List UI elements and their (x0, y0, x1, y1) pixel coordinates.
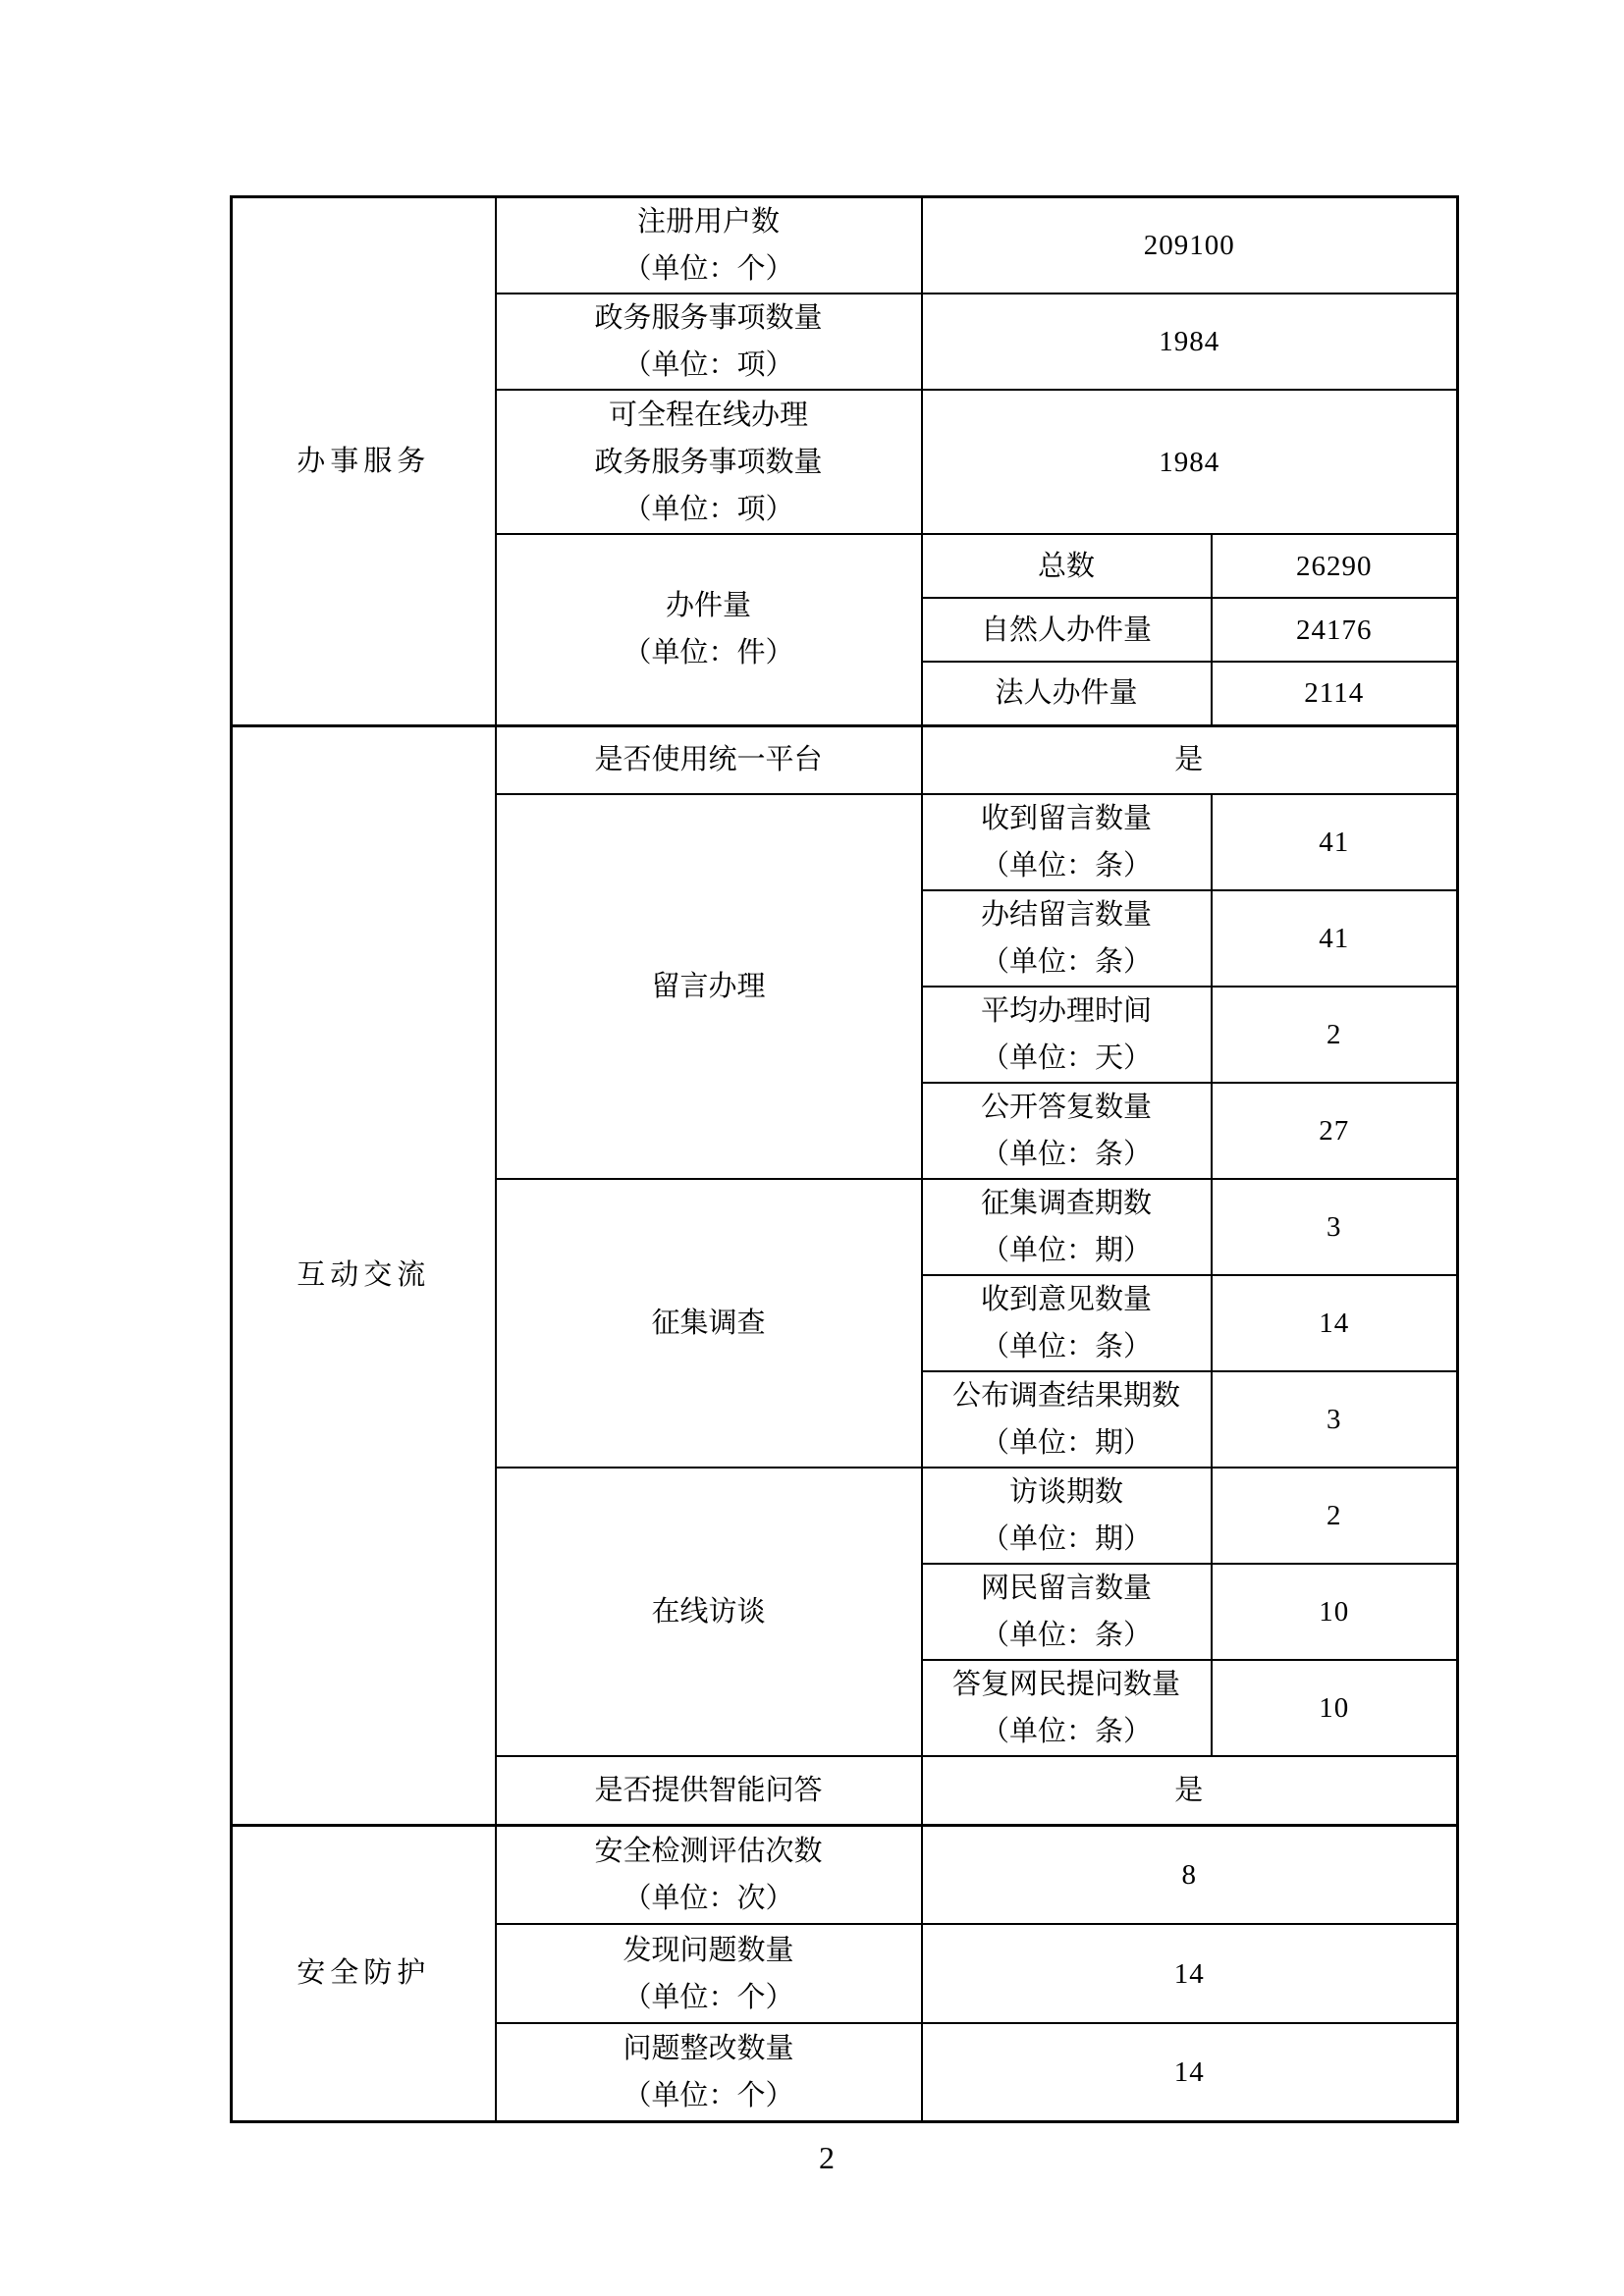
metric-label-line: 办件量 (665, 590, 751, 622)
report-table (230, 195, 1459, 2123)
cell-submetric-label: 法人办件量 (922, 662, 1212, 725)
cell-group-hudong-label: 互动交流 (232, 725, 496, 1825)
cell-submetric-label (922, 1468, 1212, 1564)
cell-metric-label-liuyan: 留言办理 (496, 794, 922, 1179)
metric-label-line: 征集调查期数 (980, 1188, 1152, 1219)
cell-submetric-value: 2 (1212, 987, 1458, 1083)
metric-label-line: 安全检测评估次数 (594, 1835, 823, 1867)
metric-unit-line: （单位：条） (980, 946, 1152, 978)
cell-metric-label (496, 197, 922, 294)
cell-metric-label (496, 2023, 922, 2121)
metric-unit-line: （单位：个） (623, 253, 794, 285)
metric-unit-line: （单位：项） (623, 493, 794, 525)
cell-submetric-label: 总数 (922, 534, 1212, 598)
cell-submetric-value: 10 (1212, 1564, 1458, 1660)
cell-metric-value: 8 (922, 1825, 1458, 1924)
metric-label-line: 访谈期数 (1008, 1476, 1123, 1508)
cell-submetric-value: 24176 (1212, 598, 1458, 662)
cell-group-banshi-label: 办事服务 (232, 197, 496, 726)
metric-label-line: 公开答复数量 (980, 1092, 1152, 1123)
cell-submetric-value: 2 (1212, 1468, 1458, 1564)
cell-metric-value: 14 (922, 1924, 1458, 2023)
metric-unit-line: （单位：条） (980, 1331, 1152, 1362)
cell-submetric-label: 自然人办件量 (922, 598, 1212, 662)
metric-label-line: 政务服务事项数量 (594, 446, 823, 478)
metric-unit-line: （单位：次） (623, 1882, 794, 1914)
metric-label-line: 政务服务事项数量 (594, 302, 823, 334)
metric-unit-line: （单位：条） (980, 850, 1152, 881)
cell-metric-value: 是 (922, 1756, 1458, 1825)
cell-metric-value: 209100 (922, 197, 1458, 294)
metric-unit-line: （单位：项） (623, 349, 794, 381)
metric-label-line: 注册用户数 (636, 206, 780, 238)
metric-unit-line: （单位：期） (980, 1235, 1152, 1266)
cell-submetric-value: 26290 (1212, 534, 1458, 598)
cell-metric-label: 是否使用统一平台 (496, 725, 922, 794)
cell-metric-value: 是 (922, 725, 1458, 794)
cell-submetric-label (922, 1179, 1212, 1275)
cell-submetric-label (922, 890, 1212, 987)
table-row (232, 725, 1458, 794)
cell-submetric-value: 41 (1212, 794, 1458, 890)
cell-metric-label-fangtan: 在线访谈 (496, 1468, 922, 1756)
table-row (232, 1825, 1458, 1924)
cell-metric-label (496, 1924, 922, 2023)
metric-unit-line: （单位：个） (623, 1981, 794, 2013)
metric-unit-line: （单位：个） (623, 2079, 794, 2111)
cell-submetric-label (922, 1083, 1212, 1179)
metric-label-line: 答复网民提问数量 (951, 1669, 1180, 1700)
cell-group-anquan-label: 安全防护 (232, 1825, 496, 2121)
metric-label-line: 问题整改数量 (623, 2032, 794, 2064)
cell-submetric-value: 2114 (1212, 662, 1458, 725)
cell-metric-value: 1984 (922, 390, 1458, 534)
metric-label-line: 发现问题数量 (623, 1934, 794, 1966)
cell-metric-label (496, 390, 922, 534)
cell-submetric-label (922, 1660, 1212, 1756)
cell-submetric-label (922, 1564, 1212, 1660)
metric-label-line: 收到留言数量 (980, 803, 1152, 834)
metric-unit-line: （单位：件） (623, 637, 794, 669)
cell-submetric-value: 27 (1212, 1083, 1458, 1179)
cell-submetric-value: 14 (1212, 1275, 1458, 1371)
cell-submetric-label (922, 1275, 1212, 1371)
metric-label-line: 公布调查结果期数 (951, 1380, 1180, 1412)
cell-submetric-label (922, 987, 1212, 1083)
metric-label-line: 平均办理时间 (980, 995, 1152, 1027)
metric-label-line: 办结留言数量 (980, 899, 1152, 931)
cell-metric-label-zhengji: 征集调查 (496, 1179, 922, 1468)
table-row (232, 197, 1458, 294)
metric-unit-line: （单位：条） (980, 1620, 1152, 1651)
cell-submetric-value: 3 (1212, 1371, 1458, 1468)
cell-metric-label (496, 294, 922, 390)
cell-metric-label (496, 1825, 922, 1924)
metric-label-line: 可全程在线办理 (608, 399, 808, 431)
metric-unit-line: （单位：天） (980, 1042, 1152, 1074)
cell-submetric-value: 10 (1212, 1660, 1458, 1756)
metric-unit-line: （单位：条） (980, 1139, 1152, 1170)
cell-metric-label: 是否提供智能问答 (496, 1756, 922, 1825)
cell-submetric-label (922, 794, 1212, 890)
metric-unit-line: （单位：期） (980, 1523, 1152, 1555)
page-number: 2 (819, 2140, 835, 2175)
cell-submetric-value: 41 (1212, 890, 1458, 987)
cell-submetric-value: 3 (1212, 1179, 1458, 1275)
cell-submetric-label (922, 1371, 1212, 1468)
cell-metric-value: 14 (922, 2023, 1458, 2121)
metric-unit-line: （单位：条） (980, 1716, 1152, 1747)
metric-label-line: 网民留言数量 (980, 1573, 1152, 1604)
cell-metric-value: 1984 (922, 294, 1458, 390)
metric-label-line: 收到意见数量 (980, 1284, 1152, 1315)
cell-metric-label-banjianliang (496, 534, 922, 725)
metric-unit-line: （单位：期） (980, 1427, 1152, 1459)
